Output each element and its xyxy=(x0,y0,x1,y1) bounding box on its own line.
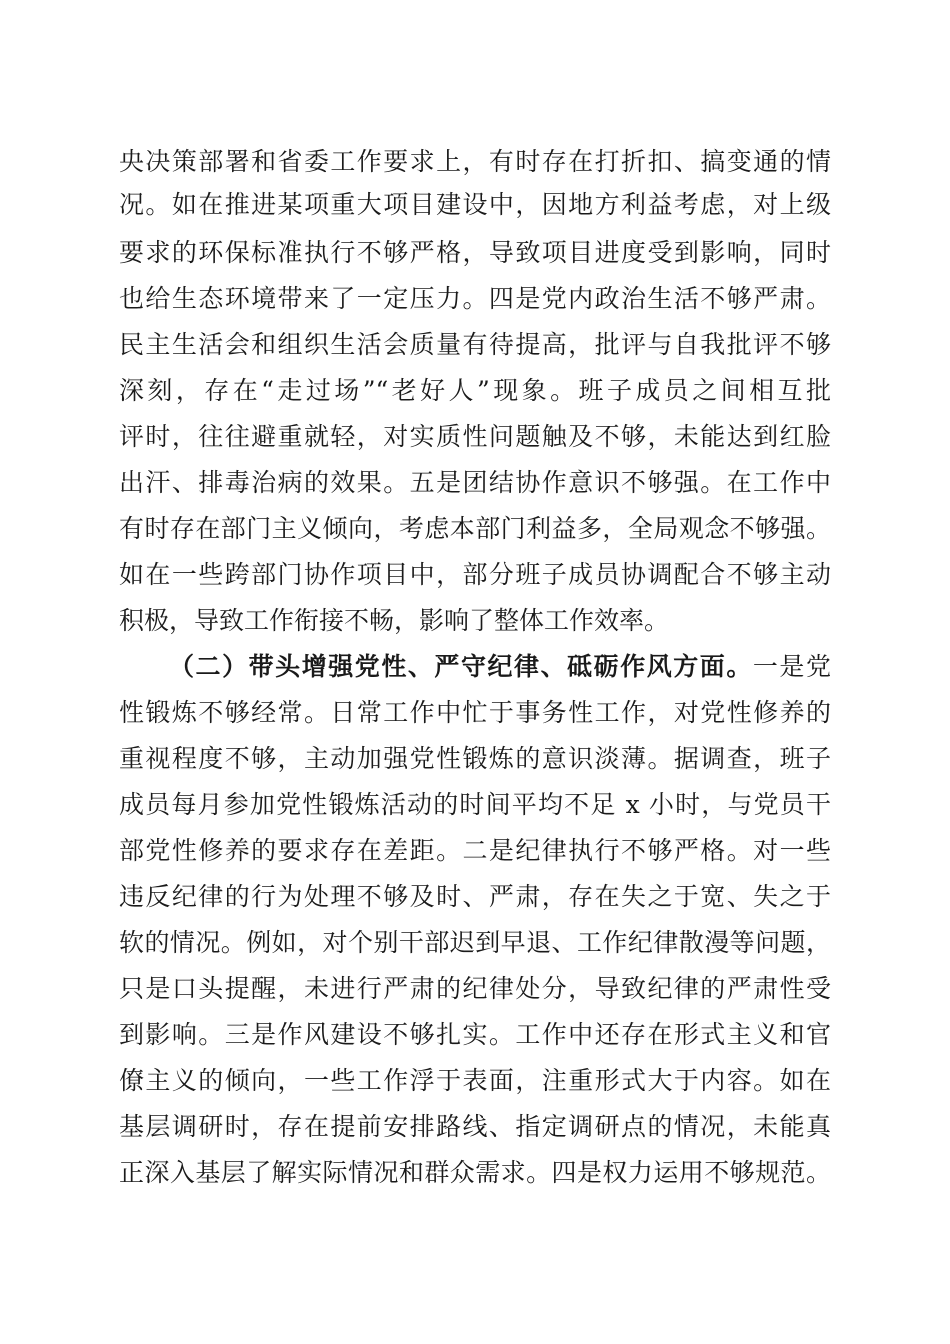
section-2-line-4: 部党性修养的要求存在差距。二是纪律执行不够严格。对一些 xyxy=(119,836,831,865)
section-2-line-9: 僚主义的倾向，一些工作浮于表面，注重形式大于内容。如在 xyxy=(119,1066,831,1095)
section-2-line-2: 重视程度不够，主动加强党性锻炼的意识淡薄。据调查，班子 xyxy=(119,744,831,773)
text-line-1: 央决策部署和省委工作要求上，有时存在打折扣、搞变通的情 xyxy=(119,147,831,176)
section-2-line-1: 性锻炼不够经常。日常工作中忙于事务性工作，对党性修养的 xyxy=(119,698,831,727)
text-line-5: 民主生活会和组织生活会质量有待提高，批评与自我批评不够 xyxy=(119,330,831,359)
text-line-2: 况。如在推进某项重大项目建设中，因地方利益考虑，对上级 xyxy=(119,190,831,219)
text-line-6: 深刻，存在“走过场”“老好人”现象。班子成员之间相互批 xyxy=(119,376,831,405)
section-2-line-7: 只是口头提醒，未进行严肃的纪律处分，导致纪律的严肃性受 xyxy=(119,974,831,1003)
section-2-first-tail: 一是党 xyxy=(752,652,831,681)
section-2-first-line xyxy=(169,647,831,687)
section-2-line-11: 正深入基层了解实际情况和群众需求。四是权力运用不够规范。 xyxy=(119,1158,831,1187)
section-2-line-5: 违反纪律的行为处理不够及时、严肃，存在失之于宽、失之于 xyxy=(119,882,831,911)
section-2-line-8: 到影响。三是作风建设不够扎实。工作中还存在形式主义和官 xyxy=(119,1020,831,1049)
section-2-line-3: 成员每月参加党性锻炼活动的时间平均不足 x 小时，与党员干 xyxy=(119,790,831,819)
text-line-10: 如在一些跨部门协作项目中，部分班子成员协调配合不够主动 xyxy=(119,560,831,589)
text-line-11: 积极，导致工作衔接不畅，影响了整体工作效率。 xyxy=(119,606,670,635)
section-2-heading: （二）带头增强党性、严守纪律、砥砺作风方面。 xyxy=(169,652,753,681)
section-2-line-10: 基层调研时，存在提前安排路线、指定调研点的情况，未能真 xyxy=(119,1112,831,1141)
text-line-7: 评时，往往避重就轻，对实质性问题触及不够，未能达到红脸 xyxy=(119,422,831,451)
text-line-9: 有时存在部门主义倾向，考虑本部门利益多，全局观念不够强。 xyxy=(119,514,831,543)
text-line-8: 出汗、排毒治病的效果。五是团结协作意识不够强。在工作中 xyxy=(119,468,831,497)
section-2-line-6: 软的情况。例如，对个别干部迟到早退、工作纪律散漫等问题， xyxy=(119,928,831,957)
text-line-3: 要求的环保标准执行不够严格，导致项目进度受到影响，同时 xyxy=(119,238,831,267)
text-line-4: 也给生态环境带来了一定压力。四是党内政治生活不够严肃。 xyxy=(119,284,831,313)
